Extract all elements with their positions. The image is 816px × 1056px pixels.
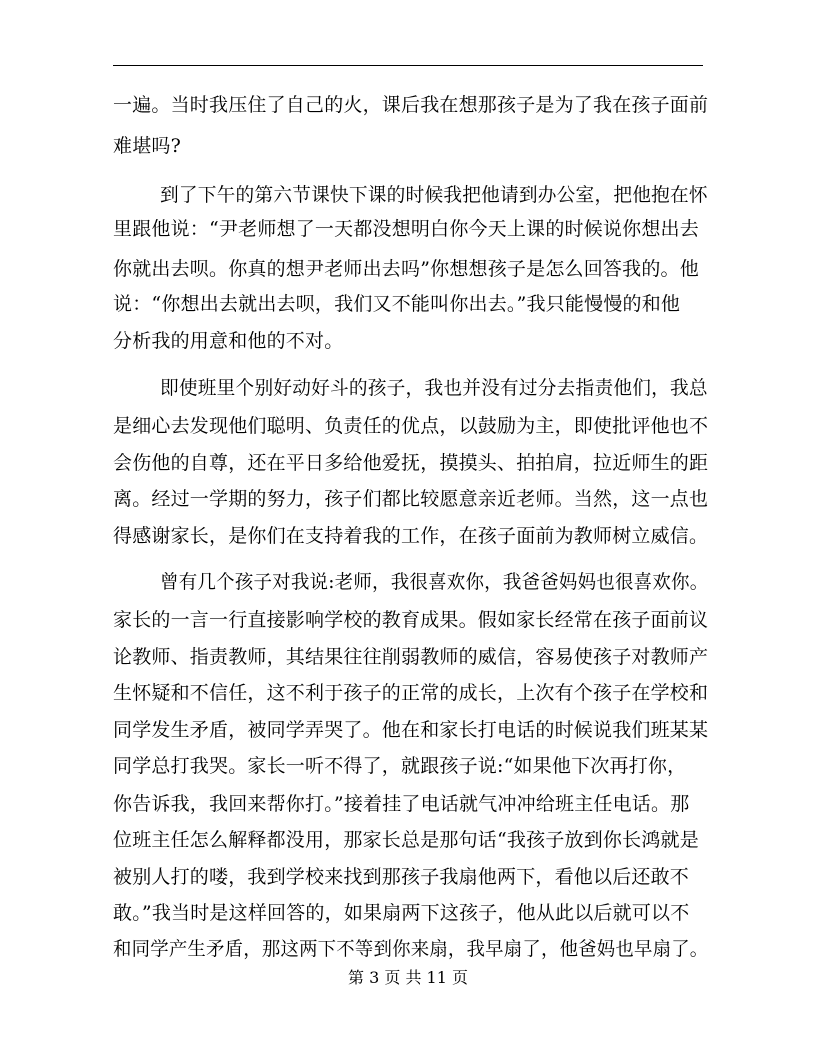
- body-line: 到了下午的第六节课快下课的时候我把他请到办公室，把他抱在怀: [160, 184, 708, 206]
- header-rule: [113, 65, 703, 66]
- body-line: 论教师、指责教师，其结果往往削弱教师的威信，容易使孩子对教师产: [113, 646, 709, 668]
- body-line: 位班主任怎么解释都没用，那家长总是那句话“我孩子放到你长鸿就是: [113, 829, 699, 851]
- page-number-footer: 第 3 页 共 11 页: [348, 968, 468, 987]
- body-line: 同学发生矛盾，被同学弄哭了。他在和家长打电话的时候说我们班某某: [113, 719, 709, 741]
- body-line: 会伤他的自尊，还在平日多给他爱抚，摸摸头、拍拍肩，拉近师生的距: [113, 452, 709, 474]
- body-line: 生怀疑和不信任，这不利于孩子的正常的成长，上次有个孩子在学校和: [113, 682, 709, 704]
- body-line: 离。经过一学期的努力，孩子们都比较愿意亲近老师。当然，这一点也: [113, 488, 709, 510]
- body-line: 和同学产生矛盾，那这两下不等到你来扇，我早扇了，他爸妈也早扇了。: [113, 938, 709, 960]
- body-line: 被别人打的喽，我到学校来找到那孩子我扇他两下，看他以后还敢不: [113, 866, 690, 888]
- body-line: 分析我的用意和他的不对。: [113, 330, 344, 352]
- body-line: 里跟他说：“尹老师想了一天都没想明白你今天上课的时候说你想出去: [113, 218, 699, 240]
- body-line: 你就出去呗。你真的想尹老师出去吗”你想想孩子是怎么回答我的。他: [113, 258, 699, 280]
- body-line: 即使班里个别好动好斗的孩子，我也并没有过分去指责他们，我总: [160, 377, 708, 399]
- body-line: 是细心去发现他们聪明、负责任的优点，以鼓励为主，即使批评他也不: [113, 415, 709, 437]
- body-line: 得感谢家长，是你们在支持着我的工作，在孩子面前为教师树立威信。: [113, 525, 709, 547]
- body-line: 曾有几个孩子对我说:老师，我很喜欢你，我爸爸妈妈也很喜欢你。: [160, 571, 709, 593]
- body-line: 家长的一言一行直接影响学校的教育成果。假如家长经常在孩子面前议: [113, 609, 709, 631]
- body-line: 同学总打我哭。家长一听不得了，就跟孩子说:“如果他下次再打你，: [113, 755, 687, 777]
- body-line: 敢。”我当时是这样回答的，如果扇两下这孩子，他从此以后就可以不: [113, 902, 690, 924]
- body-line: 说：“你想出去就出去呗，我们又不能叫你出去。”我只能慢慢的和他: [113, 293, 681, 315]
- body-line: 一遍。当时我压住了自己的火，课后我在想那孩子是为了我在孩子面前: [113, 94, 709, 116]
- body-line: 难堪吗?: [113, 135, 181, 157]
- body-line: 你告诉我，我回来帮你打。”接着挂了电话就气冲冲给班主任电话。那: [113, 793, 690, 815]
